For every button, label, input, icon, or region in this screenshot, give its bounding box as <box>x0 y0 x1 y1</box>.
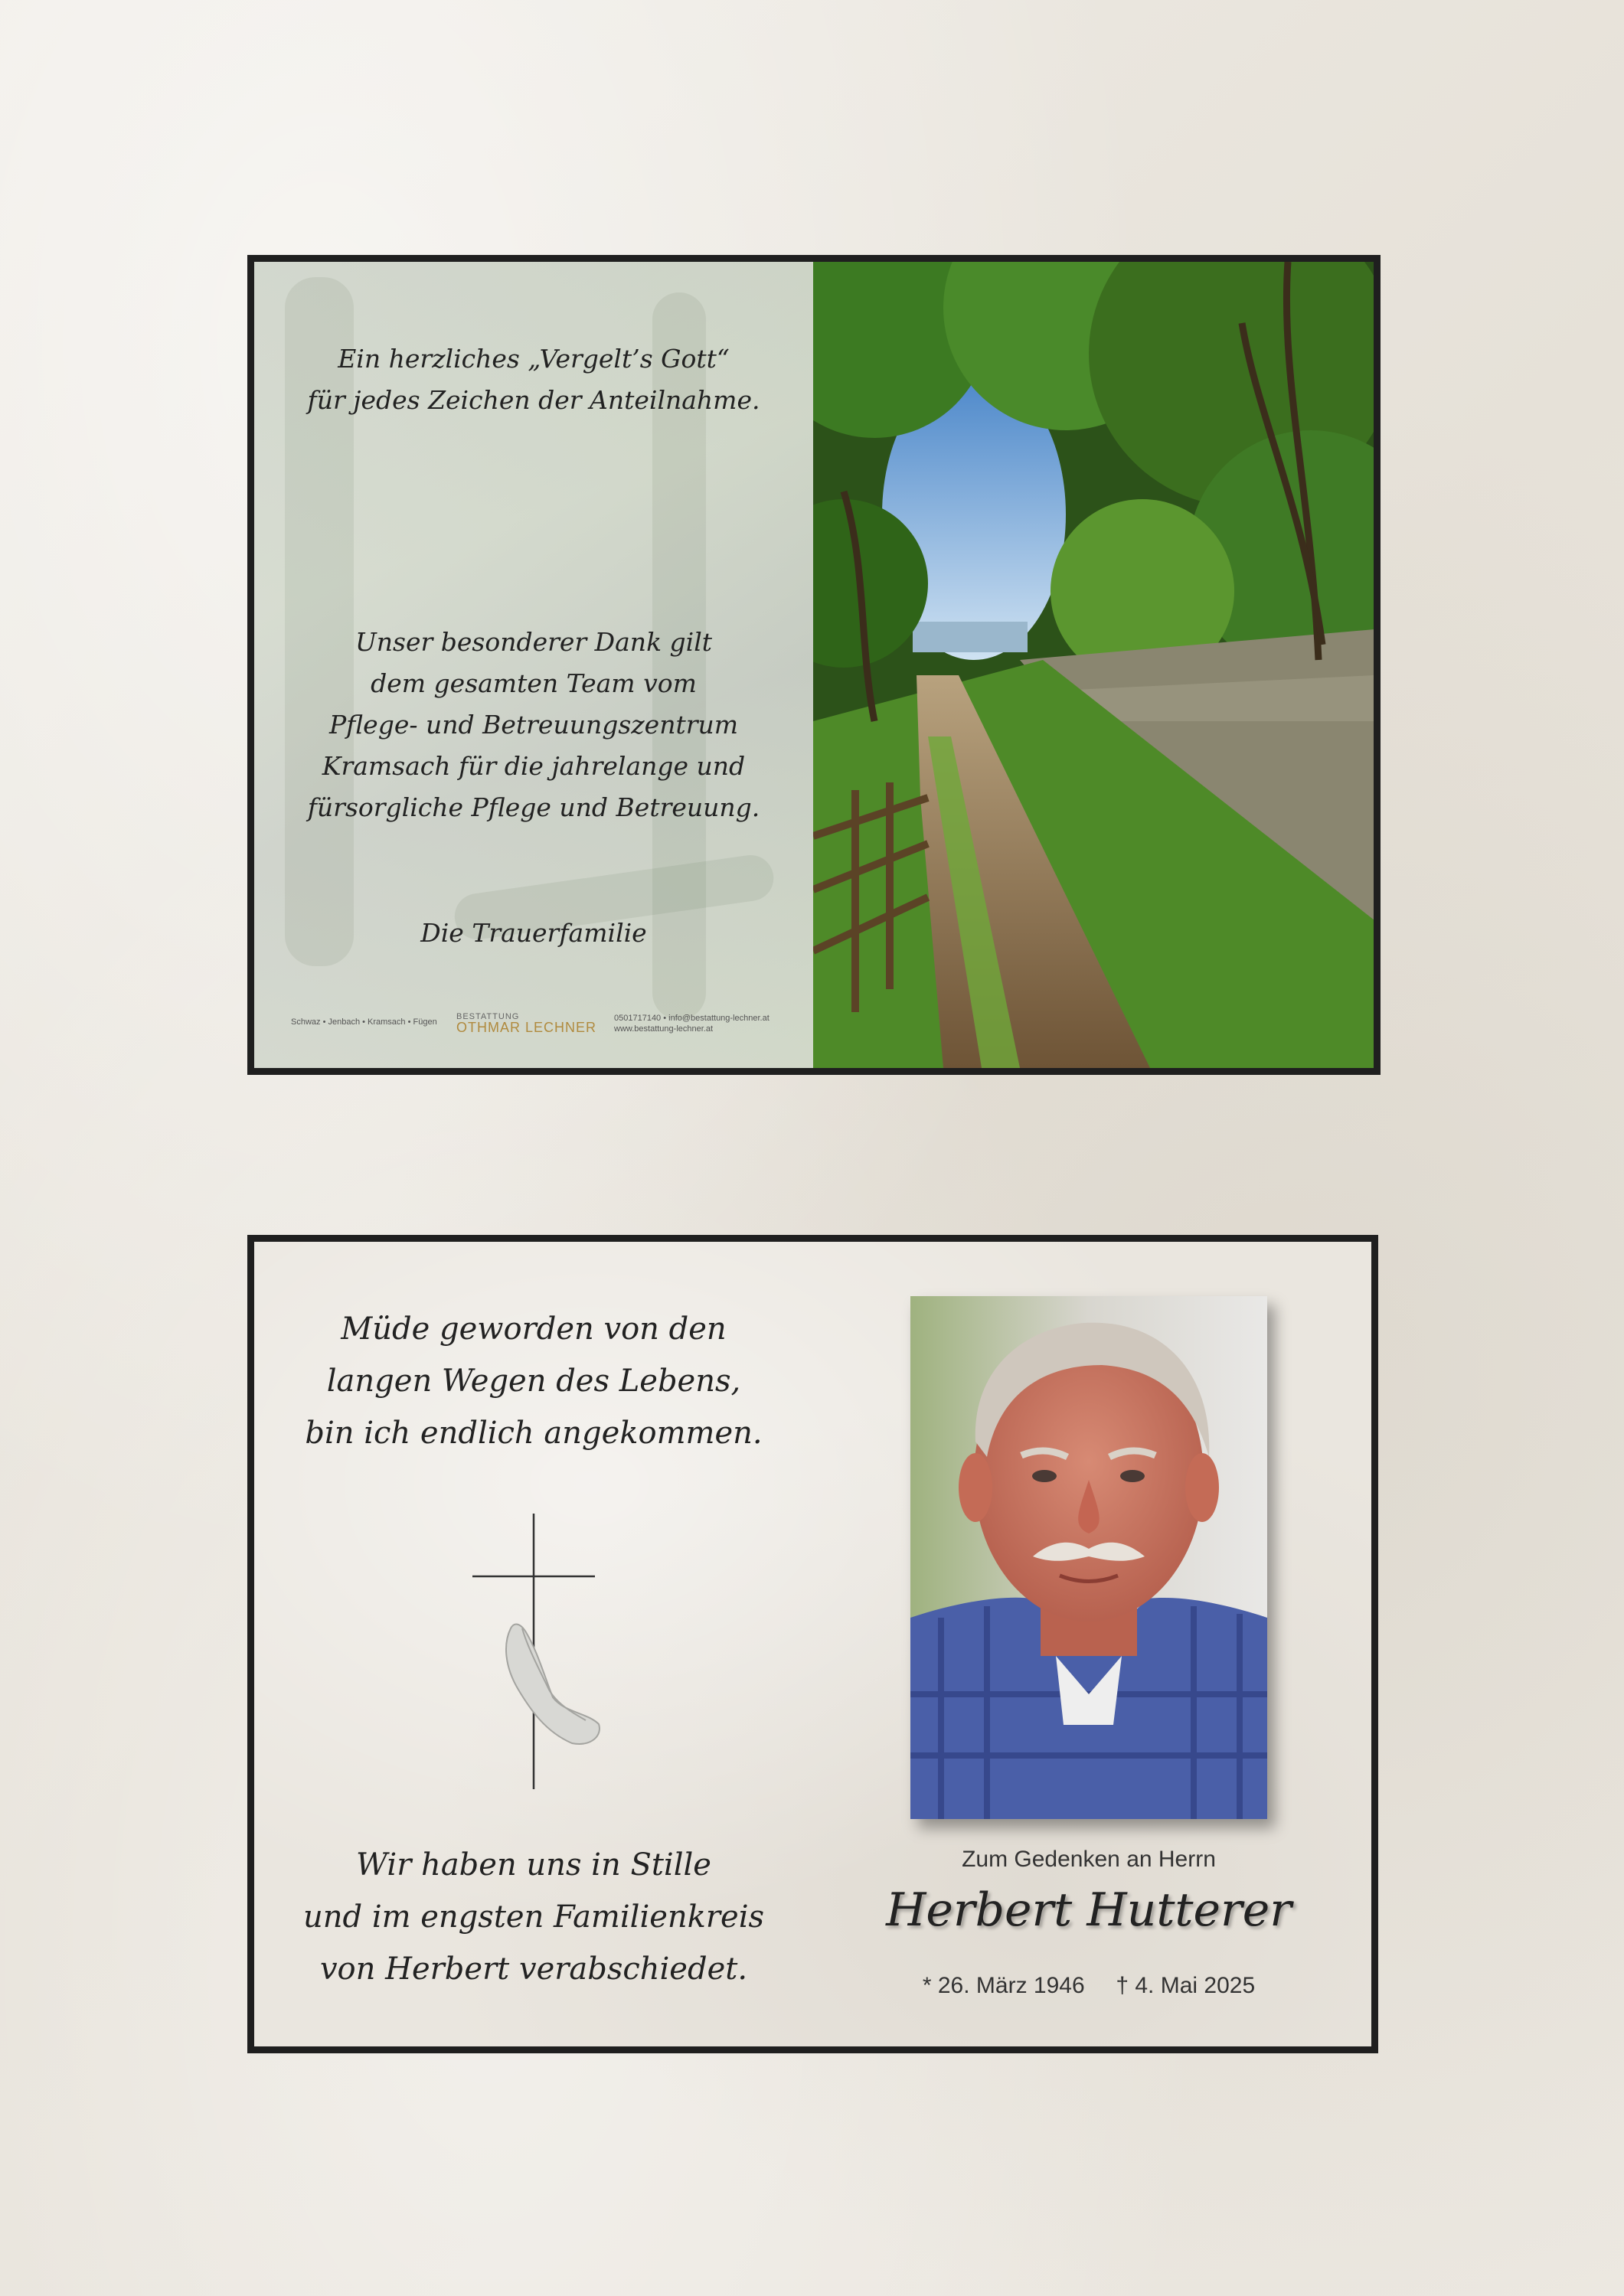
farewell-line: und im engsten Familienkreis <box>302 1899 765 1935</box>
funeral-home-logo <box>456 1012 596 1036</box>
forest-path-photo <box>813 262 1374 1068</box>
portrait-photo <box>910 1296 1267 1819</box>
contact-phone-email: 0501717140 • info@bestattung-lechner.at <box>614 1014 770 1023</box>
footer-contact <box>614 1013 770 1034</box>
poem-line: bin ich endlich angekommen. <box>305 1416 763 1451</box>
poem-line: Müde geworden von den <box>341 1311 727 1347</box>
special-thanks-line: Kramsach für die jahrelange und <box>322 751 746 781</box>
special-thanks-line: dem gesamten Team vom <box>371 668 697 698</box>
cross-praying-hands-icon <box>457 1514 610 1789</box>
poem-line: langen Wegen des Lebens, <box>326 1364 741 1399</box>
life-dates <box>867 1973 1311 1999</box>
logo-top-text: BESTATTUNG <box>456 1012 520 1021</box>
memorial-caption: Zum Gedenken an Herrn <box>962 1847 1216 1872</box>
thanks-card <box>247 255 1381 1075</box>
special-thanks <box>254 622 813 828</box>
thanks-heading <box>254 338 813 421</box>
special-thanks-line: Pflege- und Betreuungszentrum <box>328 710 739 740</box>
thanks-heading-line: Ein herzliches „Vergelt’s Gott“ <box>338 344 730 374</box>
contact-website: www.bestattung-lechner.at <box>614 1024 714 1034</box>
thanks-heading-line: für jedes Zeichen der Anteilnahme. <box>307 385 760 415</box>
thanks-text-panel <box>254 262 813 1068</box>
farewell-line: von Herbert verabschiedet. <box>319 1951 748 1987</box>
farewell-text <box>254 1839 813 1995</box>
family-signature: Die Trauerfamilie <box>420 918 647 948</box>
death-date: † 4. Mai 2025 <box>1116 1973 1256 1998</box>
birth-date: * 26. März 1946 <box>922 1973 1085 1998</box>
footer-locations: Schwaz • Jenbach • Kramsach • Fügen <box>291 1017 437 1027</box>
special-thanks-line: Unser besonderer Dank gilt <box>355 627 713 657</box>
logo-name-text: OTHMAR LECHNER <box>456 1020 597 1035</box>
special-thanks-line: fürsorgliche Pflege und Betreuung. <box>307 792 760 822</box>
poem <box>254 1303 813 1459</box>
memorial-card <box>247 1235 1378 2053</box>
deceased-name: Herbert Hutterer <box>886 1883 1292 1937</box>
farewell-line: Wir haben uns in Stille <box>356 1847 711 1883</box>
